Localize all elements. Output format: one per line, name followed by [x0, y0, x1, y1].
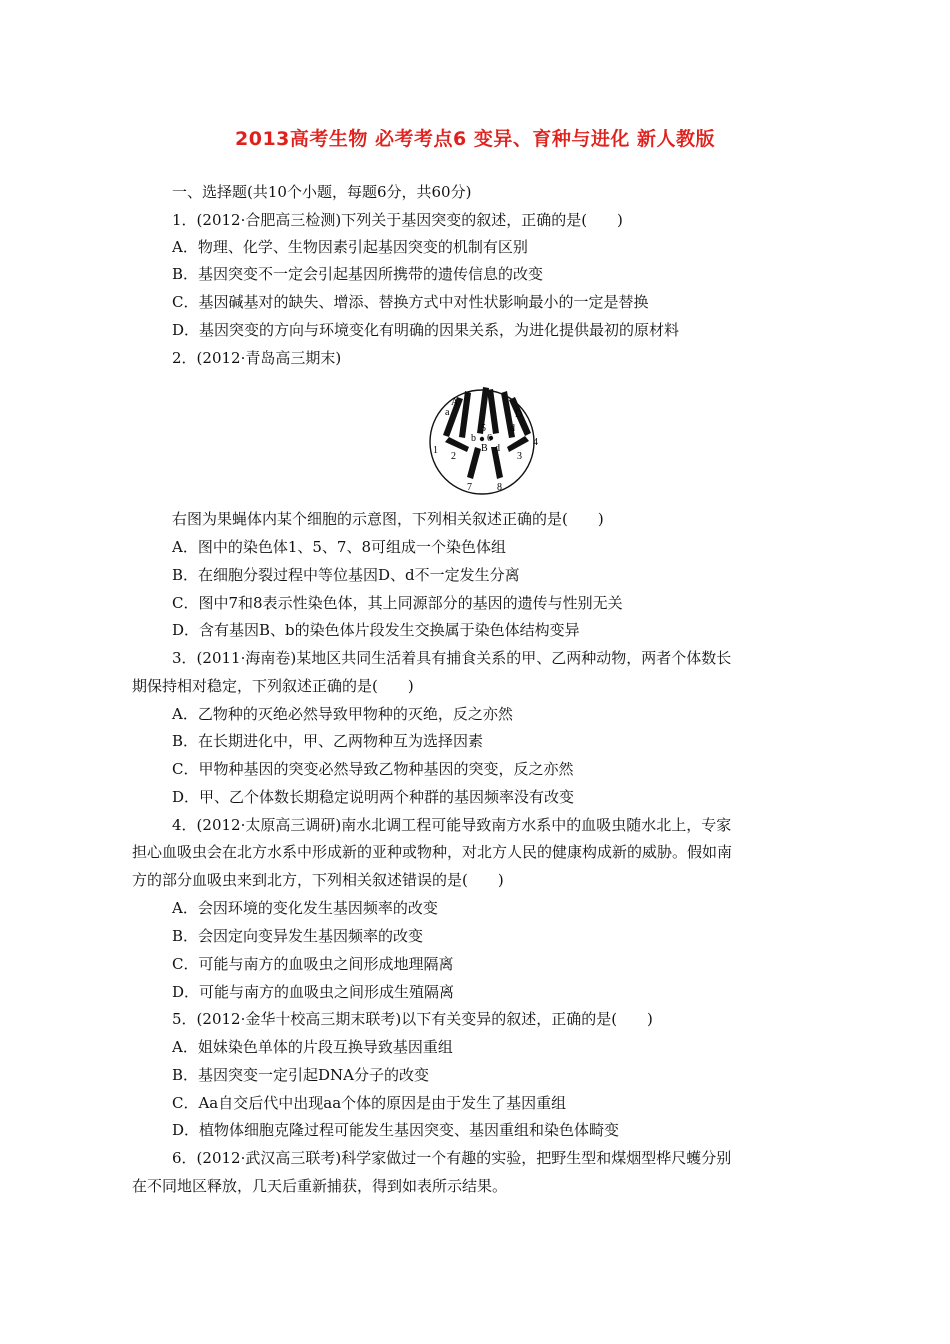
- q2-question: 右图为果蝇体内某个细胞的示意图，下列相关叙述正确的是( ): [172, 510, 604, 528]
- label-d: d: [510, 423, 515, 434]
- q4-stem-line2: 担心血吸虫会在北方水系中形成新的亚种或物种，对北方人民的健康构成新的威胁。假如南: [132, 843, 733, 861]
- q2-option-d: D．含有基因B、b的染色体片段发生交换属于染色体结构变异: [172, 621, 580, 639]
- q4-option-b: B．会因定向变异发生基因频率的改变: [172, 927, 424, 945]
- q3-stem-line2: 期保持相对稳定，下列叙述正确的是( ): [132, 677, 414, 695]
- label-8: 8: [497, 482, 502, 493]
- q4-stem-line1: 4．(2012·太原高三调研)南水北调工程可能导致南方水系中的血吸虫随水北上，专家: [172, 816, 732, 834]
- label-b: b: [471, 433, 476, 444]
- chromosome-7: [467, 447, 481, 479]
- q5-option-c: C．Aa自交后代中出现aa个体的原因是由于发生了基因重组: [172, 1094, 567, 1112]
- label-4: 4: [533, 437, 538, 448]
- label-d2: d: [495, 443, 500, 454]
- q2-option-c: C．图中7和8表示性染色体，其上同源部分的基因的遗传与性别无关: [172, 594, 623, 612]
- label-1: 1: [433, 445, 438, 456]
- q6-stem-line2: 在不同地区释放，几天后重新捕获，得到如表所示结果。: [132, 1177, 508, 1195]
- q3-option-c: C．甲物种基因的突变必然导致乙物种基因的突变，反之亦然: [172, 760, 574, 778]
- q5-option-a: A．姐妹染色单体的片段互换导致基因重组: [172, 1038, 453, 1056]
- q1-option-c: C．基因碱基对的缺失、增添、替换方式中对性状影响最小的一定是替换: [172, 293, 649, 311]
- label-2: 2: [451, 451, 456, 462]
- q4-option-d: D．可能与南方的血吸虫之间形成生殖隔离: [172, 983, 455, 1001]
- q3-option-a: A．乙物种的灭绝必然导致甲物种的灭绝，反之亦然: [172, 705, 513, 723]
- q2-option-b: B．在细胞分裂过程中等位基因D、d不一定发生分离: [172, 566, 520, 584]
- label-6: 6: [487, 433, 492, 444]
- q3-option-b: B．在长期进化中，甲、乙两物种互为选择因素: [172, 732, 484, 750]
- q6-stem-line1: 6．(2012·武汉高三联考)科学家做过一个有趣的实验，把野生型和煤烟型桦尺蠖分别: [172, 1149, 732, 1167]
- label-a: a: [445, 407, 450, 418]
- label-3: 3: [517, 451, 522, 462]
- label-B: B: [481, 443, 488, 454]
- label-D: D: [515, 409, 523, 420]
- q1-option-a: A．物理、化学、生物因素引起基因突变的机制有区别: [172, 238, 528, 256]
- q3-stem-line1: 3．(2011·海南卷)某地区共同生活着具有捕食关系的甲、乙两种动物，两者个体数长: [172, 649, 732, 667]
- q3-option-d: D．甲、乙个体数长期稳定说明两个种群的基因频率没有改变: [172, 788, 575, 806]
- chromosome-figure: [425, 375, 555, 505]
- q4-option-c: C．可能与南方的血吸虫之间形成地理隔离: [172, 955, 454, 973]
- q1-stem: 1．(2012·合肥高三检测)下列关于基因突变的叙述，正确的是( ): [172, 211, 623, 229]
- section-heading: 一、选择题(共10个小题，每题6分，共60分): [172, 183, 472, 201]
- q5-stem: 5．(2012·金华十校高三期末联考)以下有关变异的叙述，正确的是( ): [172, 1010, 653, 1028]
- chromosome-2: [459, 391, 471, 438]
- label-A: A: [451, 397, 459, 408]
- q1-option-d: D．基因突变的方向与环境变化有明确的因果关系，为进化提供最初的原材料: [172, 321, 680, 339]
- q2-stem: 2．(2012·青岛高三期末): [172, 349, 342, 367]
- q2-option-a: A．图中的染色体1、5、7、8可组成一个染色体组: [172, 538, 507, 556]
- chromosome-6: [487, 389, 499, 434]
- page-title: 2013高考生物 必考考点6 变异、育种与进化 新人教版: [235, 128, 715, 150]
- label-7: 7: [467, 482, 472, 493]
- q5-option-d: D．植物体细胞克隆过程可能发生基因突变、基因重组和染色体畸变: [172, 1121, 620, 1139]
- q5-option-b: B．基因突变一定引起DNA分子的改变: [172, 1066, 430, 1084]
- q4-stem-line3: 方的部分血吸虫来到北方，下列相关叙述错误的是( ): [132, 871, 504, 889]
- label-5: 5: [481, 423, 486, 434]
- q1-option-b: B．基因突变不一定会引起基因所携带的遗传信息的改变: [172, 265, 544, 283]
- q4-option-a: A．会因环境的变化发生基因频率的改变: [172, 899, 438, 917]
